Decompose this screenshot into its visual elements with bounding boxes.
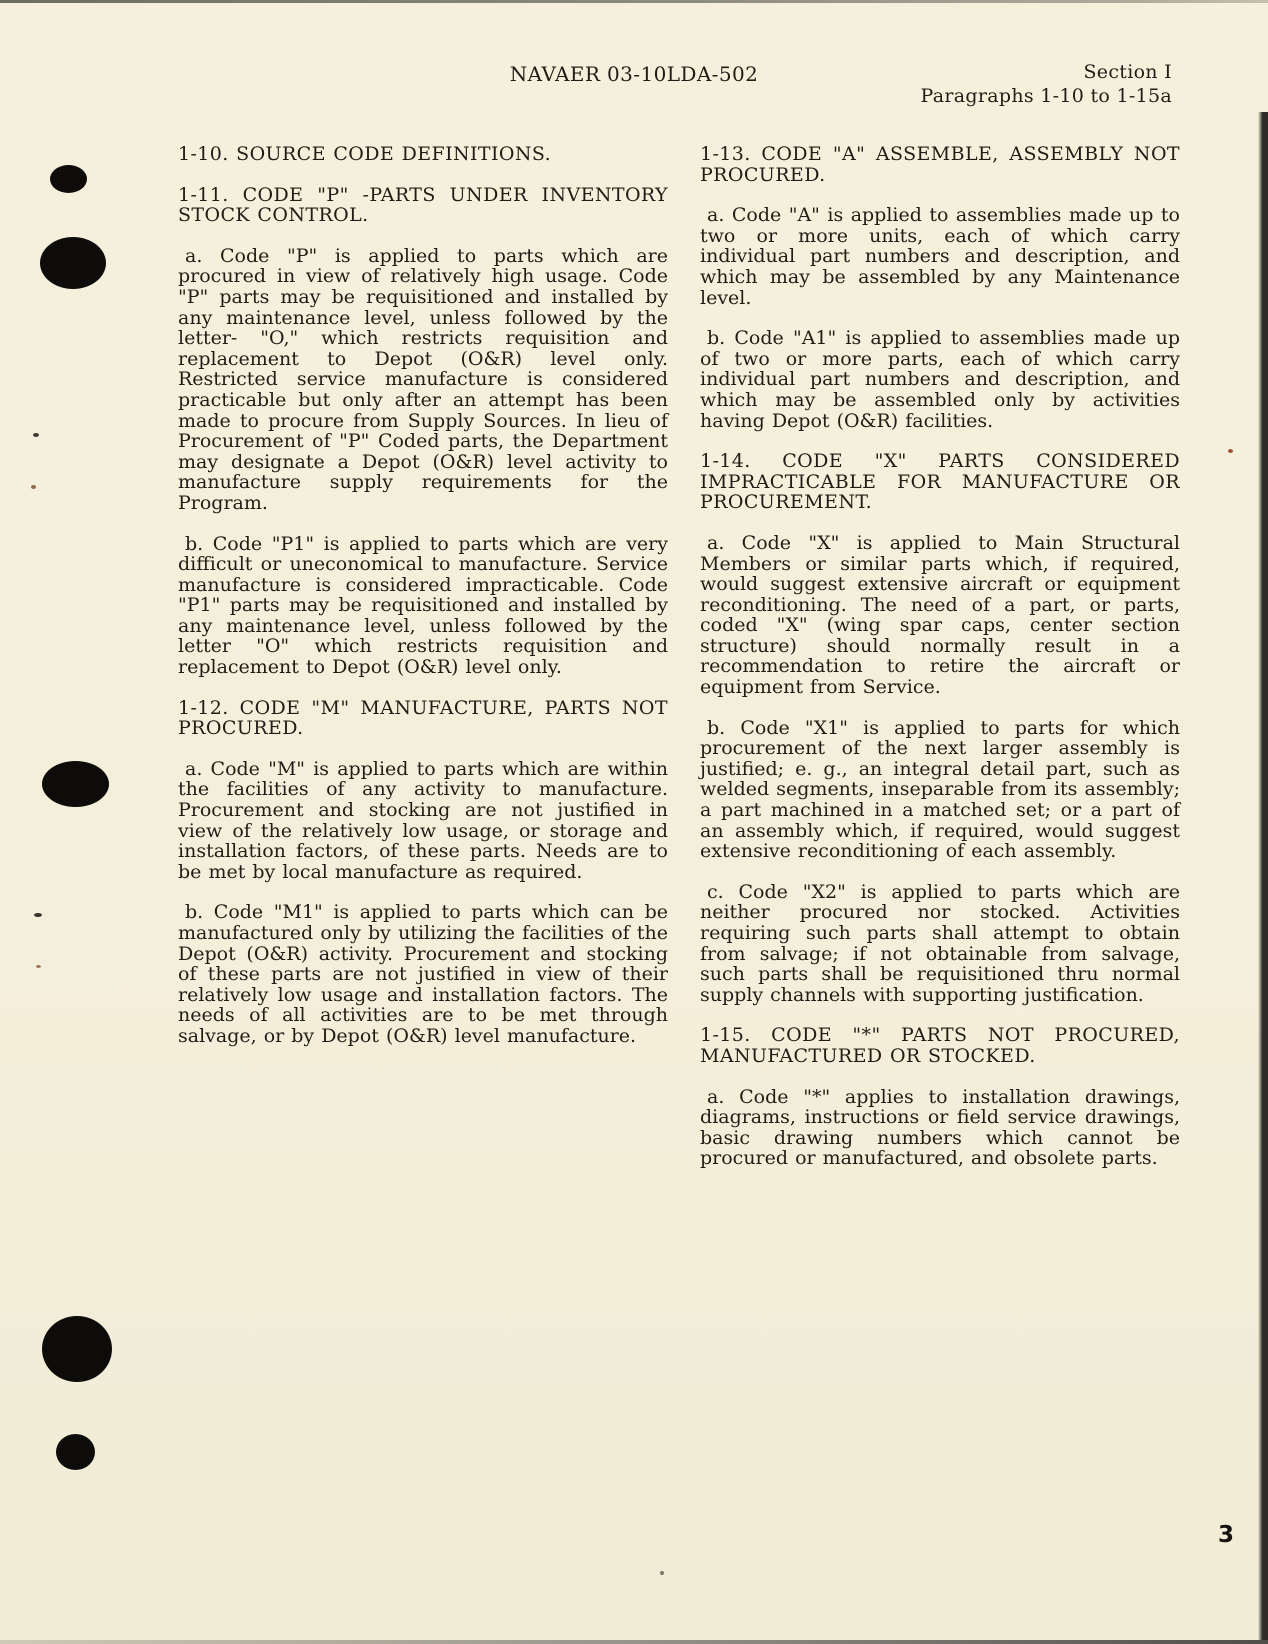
left-column [178, 144, 668, 1189]
punch-hole-5 [56, 1434, 95, 1470]
scan-speck [36, 965, 41, 968]
header-right [921, 60, 1172, 108]
para-1-14-a: a. Code "X" is applied to Main Structural Members or similar parts which, if required, would suggest extensive aircraft or equipment reconditioning. The need of a part, or parts, coded "X" (wing spar caps, center section structure) should normally result in a recommendation to retire the aircraft or equipment from Service. [700, 531, 1180, 699]
section-label: Section I [1083, 61, 1172, 83]
text-columns [178, 144, 1180, 1189]
doc-number: NAVAER 03-10LDA-502 [509, 62, 759, 86]
scan-speck [31, 485, 36, 489]
punch-hole-3 [42, 761, 109, 807]
scan-speck [34, 913, 42, 917]
heading-1-13: 1-13. CODE "A" ASSEMBLE, ASSEMBLY NOT PROCURED. [700, 143, 1180, 186]
para-1-14-b: b. Code "X1" is applied to parts for which procurement of the next larger assembly is justified; e. g., an integral detail part, such as welded segments, inseparable from its assembly; a part machined in a matched set; or a part of an assembly which, if required, would suggest extensive reconditioning of each assembly. [700, 716, 1180, 863]
paragraph-range: Paragraphs 1-10 to 1-15a [920, 85, 1172, 107]
para-1-11-b: b. Code "P1" is applied to parts which are very difficult or uneconomical to manufacture. Service manufacture is considered impracticable. Code "P1" parts may be requisitioned and installed by any maintenance level, unless followed by the letter "O" which restricts requisition and replacement to Depot (O&R) level only. [178, 532, 668, 679]
right-column [700, 144, 1180, 1189]
scan-edge-bottom-shadow [0, 1640, 1268, 1644]
para-1-14-c: c. Code "X2" is applied to parts which are neither procured nor stocked. Activities requiring such parts shall attempt to obtain from salvage; if not obtainable from salvage, such parts shall be requisitioned thru normal supply channels with supporting justification. [700, 880, 1180, 1006]
scan-speck [660, 1571, 664, 1575]
heading-1-12: 1-12. CODE "M" MANUFACTURE, PARTS NOT PROCURED. [178, 696, 668, 740]
para-1-13-a: a. Code "A" is applied to assemblies made up to two or more units, each of which carry individual part numbers and description, and which may be assembled by any Maintenance level. [700, 204, 1180, 309]
punch-hole-4 [42, 1316, 112, 1382]
para-1-15-a: a. Code "*" applies to installation drawings, diagrams, instructions or field service drawings, basic drawing numbers which cannot be procured or manufactured, and obsolete parts. [700, 1085, 1180, 1170]
heading-1-11: 1-11. CODE "P" -PARTS UNDER INVENTORY STOCK CONTROL. [178, 183, 668, 227]
page-number: 3 [1217, 1522, 1234, 1548]
scan-edge-right-shadow [1258, 112, 1268, 1644]
heading-1-14: 1-14. CODE "X" PARTS CONSIDERED IMPRACTICABLE FOR MANUFACTURE OR PROCUREMENT. [700, 450, 1180, 514]
heading-1-15: 1-15. CODE "*" PARTS NOT PROCURED, MANUFACTURED OR STOCKED. [700, 1024, 1180, 1067]
para-1-11-a: a. Code "P" is applied to parts which are procured in view of relatively high usage. Code "P" parts may be requisitioned and installed by any maintenance level, unless followed by the letter- "O," which restricts requisition and replacement to Depot (O&R) level only. Restricted service manufacture is considered practicable but only after an attempt has been made to procure from Supply Sources. In lieu of Procurement of "P" Coded parts, the Department may designate a Depot (O&R) level activity to manufacture supply requirements for the Program. [178, 244, 668, 514]
scan-speck [33, 433, 39, 437]
punch-hole-1 [50, 165, 87, 193]
scan-speck [1228, 449, 1233, 453]
para-1-12-a: a. Code "M" is applied to parts which are within the facilities of any activity to manufacture. Procurement and stocking are not justified in view of the relatively low usage, or storage and installation factors, of these parts. Needs are to be met by local manufacture as required. [178, 757, 668, 883]
punch-hole-2 [40, 237, 106, 289]
scan-edge-top [0, 0, 1268, 3]
heading-1-10: 1-10. SOURCE CODE DEFINITIONS. [178, 143, 552, 165]
para-1-13-b: b. Code "A1" is applied to assemblies made up of two or more parts, each of which carry individual part numbers and description, and which may be assembled only by activities having Depot (O&R) facilities. [700, 327, 1180, 432]
para-1-12-b: b. Code "M1" is applied to parts which can be manufactured only by utilizing the facilities of the Depot (O&R) activity. Procurement and stocking of these parts are not justified in view of their relatively low usage and installation factors. The needs of all activities are to be met through salvage, or by Depot (O&R) level manufacture. [178, 901, 668, 1047]
